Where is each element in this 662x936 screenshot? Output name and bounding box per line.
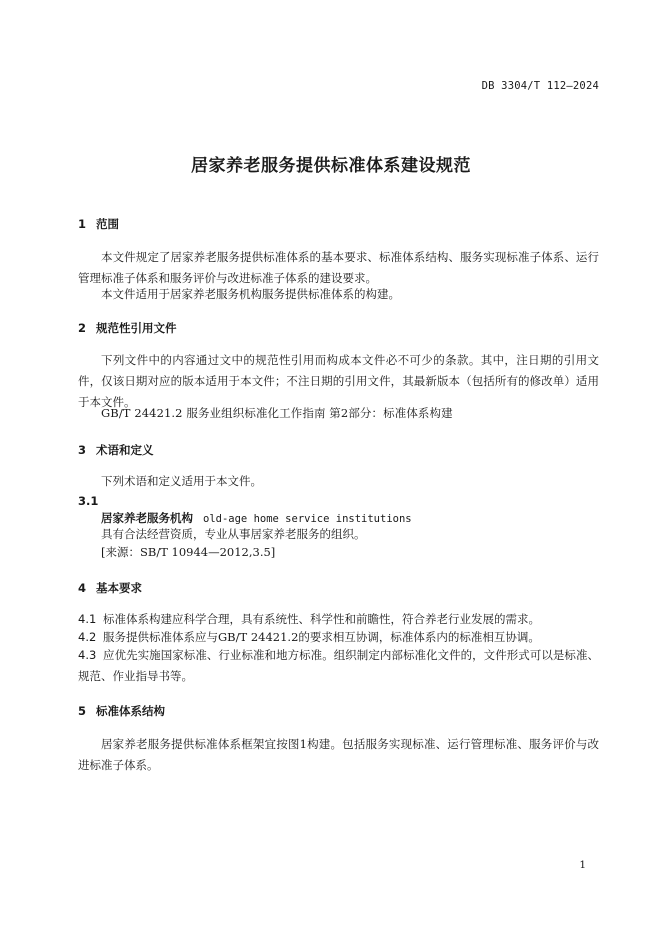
section-1-paragraph-2: 本文件适用于居家养老服务机构服务提供标准体系的构建。 xyxy=(101,287,400,301)
requirement-number: 4.1 xyxy=(78,612,97,626)
terms-intro: 下列术语和定义适用于本文件。 xyxy=(101,474,262,488)
section-number: 3 xyxy=(78,443,87,457)
section-4-heading xyxy=(78,580,142,596)
requirement-text: 服务提供标准体系应与GB/T 24421.2的要求相互协调，标准体系内的标准相互协调。 xyxy=(103,630,540,644)
term-definition: 具有合法经营资质，专业从事居家养老服务的组织。 xyxy=(101,527,366,541)
page-number: 1 xyxy=(579,859,586,871)
section-number: 2 xyxy=(78,321,87,335)
section-2-paragraph-1: 下列文件中的内容通过文中的规范性引用而构成本文件必不可少的条款。其中，注日期的引用文件，仅该日期对应的版本适用于本文件；不注日期的引用文件，其最新版本（包括所有的修改单）适用于本文件。 xyxy=(78,353,599,409)
requirement-text: 应优先实施国家标准、行业标准和地方标准。组织制定内部标准化文件的，文件形式可以是标准、规范、作业指导书等。 xyxy=(78,648,599,683)
section-title: 术语和定义 xyxy=(96,443,154,457)
section-2-heading xyxy=(78,320,177,336)
normative-reference: GB/T 24421.2 服务业组织标准化工作指南 第2部分：标准体系构建 xyxy=(101,406,453,420)
requirement-number: 4.2 xyxy=(78,630,97,644)
document-title: 居家养老服务提供标准体系建设规范 xyxy=(191,156,471,176)
term-chinese: 居家养老服务机构 xyxy=(101,511,193,525)
section-number: 5 xyxy=(78,704,87,718)
section-5-heading xyxy=(78,703,165,719)
section-number: 1 xyxy=(78,217,87,231)
term-english: old-age home service institutions xyxy=(203,513,412,525)
section-title: 基本要求 xyxy=(96,581,142,595)
section-title: 规范性引用文件 xyxy=(96,321,177,335)
section-5-paragraph-1: 居家养老服务提供标准体系框架宜按图1构建。包括服务实现标准、运行管理标准、服务评价与改进标准子体系。 xyxy=(78,737,599,772)
requirement-item xyxy=(78,645,599,687)
section-title: 标准体系结构 xyxy=(96,704,165,718)
clause-number: 3.1 xyxy=(78,494,99,508)
section-3-heading xyxy=(78,442,154,458)
document-code: DB 3304/T 112—2024 xyxy=(481,80,599,92)
section-1-heading xyxy=(78,216,119,232)
section-title: 范围 xyxy=(96,217,119,231)
requirement-number: 4.3 xyxy=(78,648,97,662)
term-source: [来源：SB/T 10944—2012,3.5] xyxy=(101,545,276,559)
section-1-paragraph-1: 本文件规定了居家养老服务提供标准体系的基本要求、标准体系结构、服务实现标准子体系、运行管理标准子体系和服务评价与改进标准子体系的建设要求。 xyxy=(78,250,599,285)
section-number: 4 xyxy=(78,581,87,595)
requirement-text: 标准体系构建应科学合理，具有系统性、科学性和前瞻性，符合养老行业发展的需求。 xyxy=(103,612,540,626)
